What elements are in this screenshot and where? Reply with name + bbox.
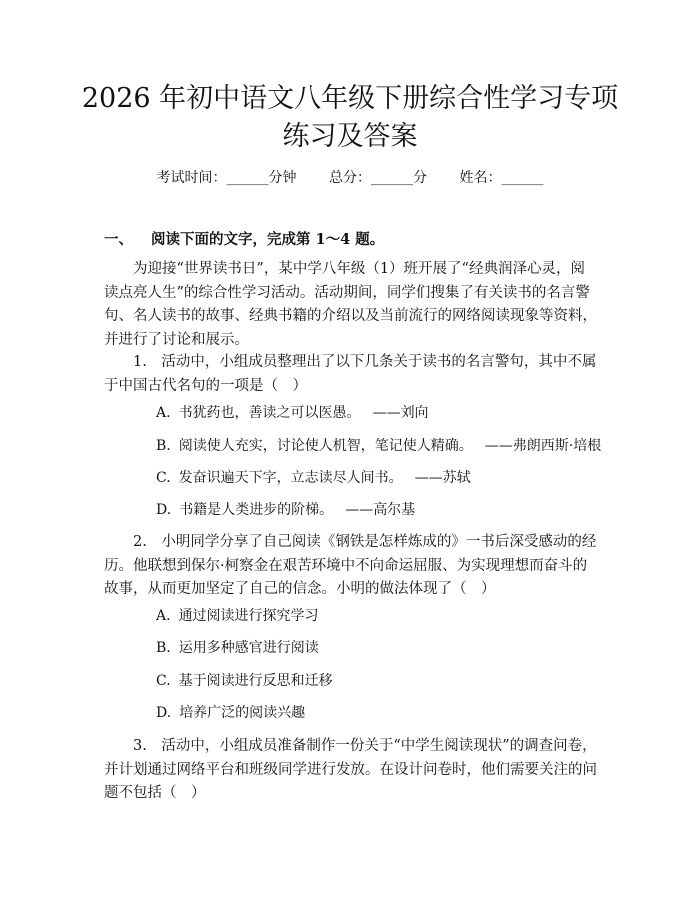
question-2-option-c: [156, 671, 333, 691]
option-text: 基于阅读进行反思和迁移: [178, 673, 333, 689]
question-2-option-b: [156, 638, 319, 658]
question-1-option-b: [156, 436, 601, 456]
intro-paragraph: 为迎接“世界读书日”，某中学八年级（1）班开展了“经典润泽心灵，阅读点亮人生”的综合性学习活动。活动期间，同学们搜集了有关读书的名言警句、名人读书的故事、经典书籍的介绍以及当前流行的网络阅读现象等资料，并进行了讨论和展示。: [104, 261, 597, 348]
question-2-option-a: [156, 606, 319, 626]
option-letter: B.: [156, 438, 171, 454]
question-2-stem: 2. 小明同学分享了自己阅读《钢铁是怎样炼成的》一书后深受感动的经历。他联想到保尔·柯察金在艰苦环境中不向命运屈服、为实现理想而奋斗的故事，从而更加坚定了自己的信念。小明的做法体现了（ ）: [104, 534, 597, 597]
option-author: ——苏轼: [414, 470, 471, 486]
option-letter: D.: [156, 705, 172, 721]
option-text: 阅读使人充实，讨论使人机智，笔记使人精确。: [178, 438, 473, 454]
option-text: 通过阅读进行探究学习: [178, 608, 319, 624]
document-title-line-1: 2026 年初中语文八年级下册综合性学习专项: [81, 83, 619, 114]
option-text: 书犹药也，善读之可以医愚。: [178, 405, 361, 421]
option-letter: D.: [156, 502, 172, 518]
option-text: 书籍是人类进步的阶梯。: [179, 502, 334, 518]
option-text: 培养广泛的阅读兴趣: [179, 705, 306, 721]
option-text: 运用多种感官进行阅读: [178, 640, 319, 656]
option-author: ——刘向: [372, 405, 429, 421]
section-number: 一、: [104, 231, 133, 248]
question-1-option-c: [156, 468, 471, 488]
exam-student-name: 姓名：______: [459, 170, 544, 186]
question-1-stem: 1. 活动中，小组成员整理出了以下几条关于读书的名言警句，其中不属于中国古代名句的一项是（ ）: [104, 354, 597, 394]
exam-total-score: 总分：______分: [329, 170, 427, 186]
option-letter: A.: [156, 405, 171, 421]
section-heading-text: 阅读下面的文字，完成第 1～4 题。: [151, 231, 385, 248]
question-2-option-d: [156, 703, 305, 723]
option-letter: C.: [156, 470, 171, 486]
question-1-option-d: [156, 500, 415, 520]
option-author: ——高尔基: [345, 502, 416, 518]
section-heading: [104, 229, 384, 251]
option-letter: C.: [156, 673, 171, 689]
question-3-stem: 3. 活动中，小组成员准备制作一份关于“中学生阅读现状”的调查问卷，并计划通过网络平台和班级同学进行发放。在设计问卷时，他们需要关注的问题不包括（ ）: [104, 738, 597, 801]
document-title-line-2: 练习及答案: [282, 121, 418, 152]
option-letter: A.: [156, 608, 171, 624]
exam-info: [0, 168, 700, 188]
exam-time: 考试时间：______分钟: [156, 170, 297, 186]
option-letter: B.: [156, 640, 171, 656]
question-1-option-a: [156, 403, 429, 423]
option-author: ——弗朗西斯·培根: [484, 438, 602, 454]
option-text: 发奋识遍天下字，立志读尽人间书。: [178, 470, 403, 486]
